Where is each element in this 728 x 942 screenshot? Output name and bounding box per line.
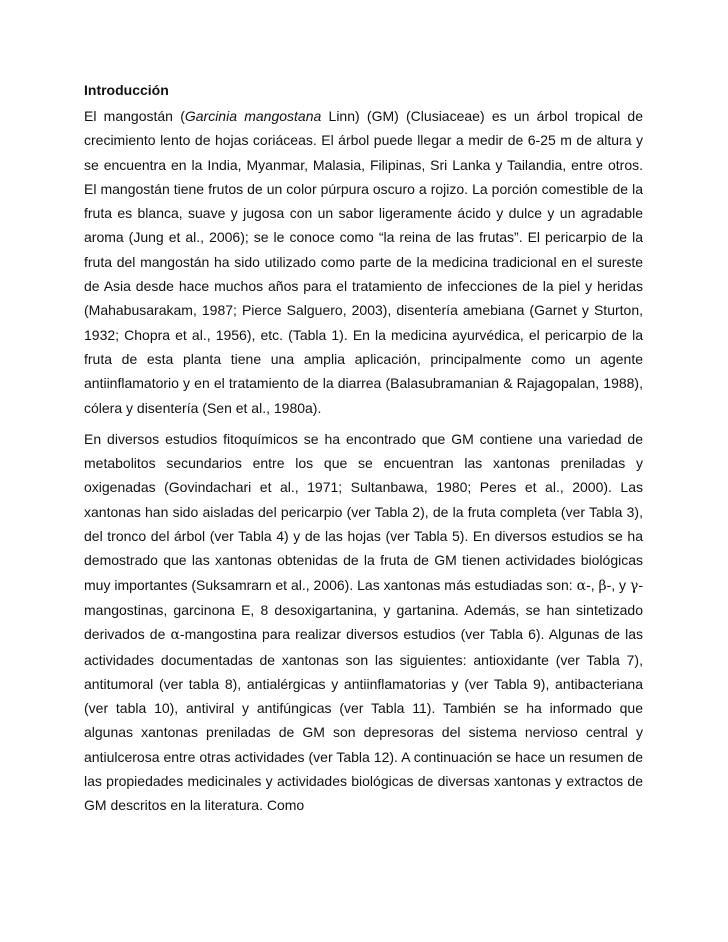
paragraph-phyto-text-2: -mangostinas, garcinona E, 8 desoxigartanina, y gartanina. Además, se han sintetizado derivados de [84, 576, 643, 643]
greek-alpha: α [576, 577, 587, 594]
separator-1: -, [586, 576, 599, 593]
greek-gamma: γ [629, 577, 639, 594]
paragraph-phytochemistry [84, 427, 643, 818]
paragraph-phyto-text-3: -mangostina para realizar diversos estudios (ver Tabla 6). Algunas de las actividades documentadas de xantonas son las siguientes: antioxidante (ver Tabla 7), antitumoral (ver tabla 8), antialérgicas y antiinflamatorias y (ver Tabla 9), antibacteriana (ver tabla 10), antiviral y antifúngicas (ver Tabla 11). También se ha informado que algunas xantonas preniladas de GM son depresoras del sistema nervioso central y antiulcerosa entre otras actividades (ver Tabla 12). A continuación se hace un resumen de las propiedades medicinales y actividades biológicas de diversas xantonas y extractos de GM descritos en la literatura. Como [84, 626, 643, 814]
section-heading: Introducción [84, 82, 169, 98]
paragraph-intro [84, 104, 643, 420]
greek-alpha-2: α [170, 627, 180, 644]
paragraph-intro-text-2: Linn) (GM) (Clusiaceae) es un árbol tropical de crecimiento lento de hojas coriáceas. El árbol puede llegar a medir de 6-25 m de altura y se encuentra en la India, Myanmar, Malasia, Filipinas, Sri Lanka y Tailandia, entre otros. El mangostán tiene frutos de un color púrpura oscuro a rojizo. La porción comestible de la fruta es blanca, suave y jugosa con un sabor ligeramente ácido y dulce y un agradable aroma (Jung et al., 2006); se le conoce como “la reina de las frutas”. El pericarpio de la fruta del mangostán ha sido utilizado como parte de la medicina tradicional en el sureste de Asia desde hace muchos años para el tratamiento de infecciones de la piel y heridas (Mahabusarakam, 1987; Pierce Salguero, 2003), disentería amebiana (Garnet y Sturton, 1932; Chopra et al., 1956), etc. (Tabla 1). En la medicina ayurvédica, el pericarpio de la fruta de esta planta tiene una amplia aplicación, principalmente como un agente antiinflamatorio y en el tratamiento de la diarrea (Balasubramanian & Rajagopalan, 1988), cólera y disentería (Sen et al., 1980a). [84, 108, 643, 416]
greek-beta: β [598, 577, 607, 594]
separator-2: -, y [606, 576, 630, 593]
paragraph-phyto-text-1: En diversos estudios fitoquímicos se ha encontrado que GM contiene una variedad de metabolitos secundarios entre los que se encuentran las xantonas preniladas y oxigenadas (Govindachari et al., 1971; Sultanbawa, 1980; Peres et al., 2000). Las xantonas han sido aisladas del pericarpio (ver Tabla 2), de la fruta completa (ver Tabla 3), del tronco del árbol (ver Tabla 4) y de las hojas (ver Tabla 5). En diversos estudios se ha demostrado que las xantonas obtenidas de la fruta de GM tienen actividades biológicas muy importantes (Suksamrarn et al., 2006). Las xantonas más estudiadas son: [84, 430, 643, 593]
paragraph-intro-text-1: El mangostán ( [84, 108, 185, 124]
species-name: Garcinia mangostana [184, 108, 322, 124]
document-body [84, 80, 643, 818]
